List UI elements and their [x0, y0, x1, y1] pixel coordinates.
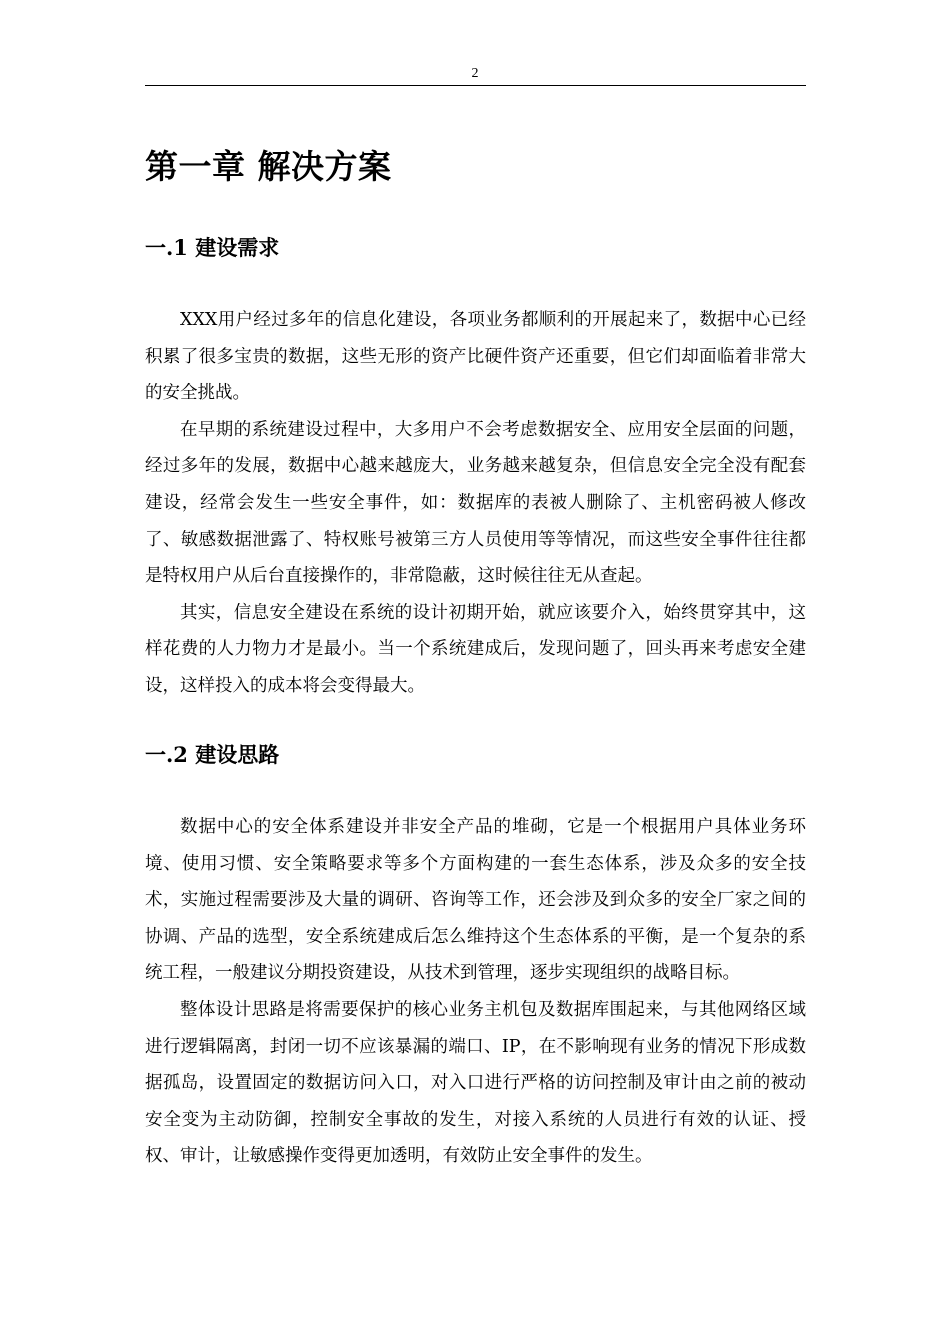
section-heading-approach: 一.2 建设思路: [145, 742, 280, 767]
section-body-requirements: [145, 302, 806, 705]
section-heading-requirements: 一.1 建设需求: [145, 235, 280, 260]
paragraph: 在早期的系统建设过程中，大多用户不会考虑数据安全、应用安全层面的问题，经过多年的发展，数据中心越来越庞大，业务越来越复杂，但信息安全完全没有配套建设，经常会发生一些安全事件，如：数据库的表被人删除了、主机密码被人修改了、敏感数据泄露了、特权账号被第三方人员使用等等情况，而这些安全事件往往都是特权用户从后台直接操作的，非常隐蔽，这时候往往无从查起。: [145, 419, 806, 587]
paragraph: 其实，信息安全建设在系统的设计初期开始，就应该要介入，始终贯穿其中，这样花费的人力物力才是最小。当一个系统建成后，发现问题了，回头再来考虑安全建设，这样投入的成本将会变得最大。: [145, 602, 806, 696]
header-rule: [145, 85, 806, 86]
section-body-approach: [145, 809, 806, 1175]
chapter-title: 第一章 解决方案: [145, 147, 392, 186]
page-number: 2: [471, 66, 479, 81]
paragraph: 整体设计思路是将需要保护的核心业务主机包及数据库围起来，与其他网络区域进行逻辑隔离，封闭一切不应该暴漏的端口、IP，在不影响现有业务的情况下形成数据孤岛，设置固定的数据访问入口，对入口进行严格的访问控制及审计由之前的被动安全变为主动防御，控制安全事故的发生，对接入系统的人员进行有效的认证、授权、审计，让敏感操作变得更加透明，有效防止安全事件的发生。: [145, 999, 806, 1167]
paragraph: 数据中心的安全体系建设并非安全产品的堆砌，它是一个根据用户具体业务环境、使用习惯、安全策略要求等多个方面构建的一套生态体系，涉及众多的安全技术，实施过程需要涉及大量的调研、咨询等工作，还会涉及到众多的安全厂家之间的协调、产品的选型，安全系统建成后怎么维持这个生态体系的平衡，是一个复杂的系统工程，一般建议分期投资建设，从技术到管理，逐步实现组织的战略目标。: [145, 817, 806, 984]
paragraph: XXX用户经过多年的信息化建设，各项业务都顺利的开展起来了，数据中心已经积累了很多宝贵的数据，这些无形的资产比硬件资产还重要，但它们却面临着非常大的安全挑战。: [145, 310, 806, 404]
